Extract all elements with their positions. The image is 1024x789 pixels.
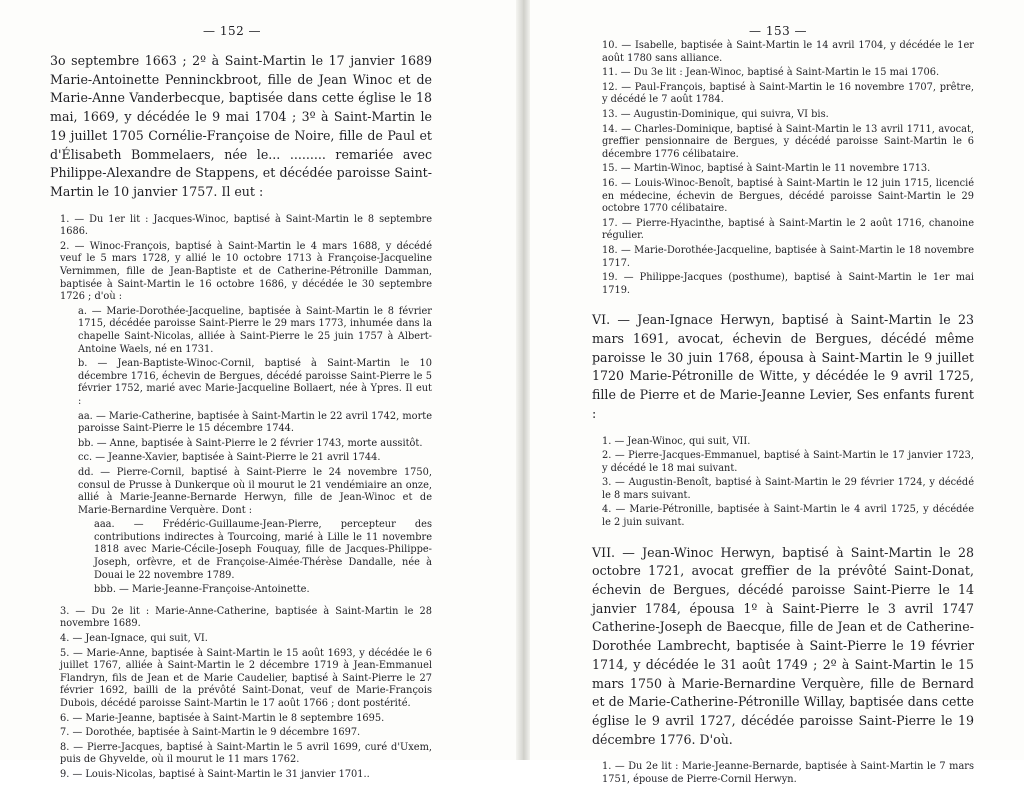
- entry: 1. — Du 1er lit : Jacques-Winoc, baptisé à Saint-Martin le 8 septembre 1686.: [60, 213, 432, 238]
- entry: 1. — Jean-Winoc, qui suit, VII.: [602, 435, 751, 447]
- entry: cc. — Jeanne-Xavier, baptisée à Saint-Pierre le 21 avril 1744.: [78, 452, 381, 464]
- entry: 17. — Pierre-Hyacinthe, baptisé à Saint-Martin le 2 août 1716, chanoine régulier.: [602, 217, 974, 242]
- entry: bbb. — Marie-Jeanne-Françoise-Antoinette.: [94, 584, 310, 596]
- entry: a. — Marie-Dorothée-Jacqueline, baptisée à Saint-Martin le 8 février 1715, décédée paroisse Saint-Pierre le 29 mars 1773, inhumée dans la chapelle Saint-Nicolas, alliée à Saint-Pierre le 25 juin 1757 à Albert-Antoine Waels, né en 1731.: [78, 305, 432, 355]
- entry: 4. — Marie-Pétronille, baptisée à Saint-Martin le 4 avril 1725, y décédée le 2 juin suivant.: [602, 504, 974, 529]
- entry: 14. — Charles-Dominique, baptisé à Saint-Martin le 13 avril 1711, avocat, greffier pensionnaire de Bergues, y décédé paroisse Saint-Martin le 6 décembre 1776 célibataire.: [602, 123, 974, 160]
- entry: 3. — Du 2e lit : Marie-Anne-Catherine, baptisée à Saint-Martin le 28 novembre 1689.: [60, 605, 432, 630]
- section-vi-paragraph: VI. — Jean-Ignace Herwyn, baptisé à Saint-Martin le 23 mars 1691, avocat, échevin de Bergues, décédé même paroisse le 30 juin 1768, épousa à Saint-Martin le 9 juillet 1720 Marie-Pétronille de Witte, y décédée le 9 avril 1725, fille de Pierre et de Marie-Jeanne Levier, Ses enfants furent :: [592, 312, 974, 421]
- entry: b. — Jean-Baptiste-Winoc-Cornil, baptisé à Saint-Martin le 10 décembre 1716, échevin de Bergues, décédé paroisse Saint-Pierre le 5 février 1752, marié avec Marie-Jacqueline Bollaert, née à Ypres. Il eut :: [78, 358, 432, 407]
- page-left: [0, 0, 516, 780]
- entry: 18. — Marie-Dorothée-Jacqueline, baptisée à Saint-Martin le 18 novembre 1717.: [602, 244, 974, 269]
- section-vii-paragraph: VII. — Jean-Winoc Herwyn, baptisé à Saint-Martin le 28 octobre 1721, avocat greffier de la prévôté Saint-Donat, échevin de Bergues, décédé paroisse Saint-Pierre le 14 janvier 1784, épousa 1º à Saint-Pierre le 3 avril 1747 Catherine-Joseph de Baecque, fille de Jean et de Catherine-Dorothée Lambrecht, baptisée à Saint-Pierre le 19 février 1714, y décédée le 31 août 1749 ; 2º à Saint-Martin le 15 mars 1750 à Marie-Bernardine Verquère, fille de Bernard et de Marie-Catherine-Pétronille Willay, baptisée dans cette église le 9 avril 1727, décédée paroisse Saint-Pierre le 19 décembre 1776. D'où.: [592, 544, 974, 747]
- page-number-right: — 153 —: [749, 24, 808, 38]
- page-number-left: — 152 —: [203, 24, 262, 38]
- entry: 10. — Isabelle, baptisée à Saint-Martin le 14 avril 1704, y décédée le 1er août 1780 sans alliance.: [602, 40, 974, 64]
- entry: 13. — Augustin-Dominique, qui suivra, VI bis.: [602, 108, 829, 120]
- entry: 2. — Winoc-François, baptisé à Saint-Martin le 4 mars 1688, y décédé veuf le 5 mars 1728, y allié le 10 octobre 1713 à Françoise-Jacqueline Vernimmen, fille de Jean-Baptiste et de Catherine-Pétronille Damman, baptisée à Saint-Martin le 16 octobre 1686, y décédée le 30 septembre 1726 ; d'où :: [60, 240, 432, 303]
- entry: aa. — Marie-Catherine, baptisée à Saint-Martin le 22 avril 1742, morte paroisse Saint-Pierre le 15 décembre 1744.: [78, 410, 432, 435]
- entry: 12. — Paul-François, baptisé à Saint-Martin le 16 novembre 1707, prêtre, y décédé le 7 août 1784.: [602, 81, 974, 106]
- entry: 1. — Du 2e lit : Marie-Jeanne-Bernarde, baptisée à Saint-Martin le 7 mars 1751, épouse de Pierre-Cornil Herwyn.: [602, 761, 974, 785]
- entry: 6. — Marie-Jeanne, baptisée à Saint-Martin le 8 septembre 1695.: [60, 712, 385, 724]
- entry: 3. — Augustin-Benoît, baptisé à Saint-Martin le 29 février 1724, y décédé le 8 mars suivant.: [602, 477, 974, 501]
- entry: 11. — Du 3e lit : Jean-Winoc, baptisé à Saint-Martin le 15 mai 1706.: [602, 67, 940, 79]
- left-text-column: [50, 52, 432, 784]
- entry: 15. — Martin-Winoc, baptisé à Saint-Martin le 11 novembre 1713.: [602, 163, 931, 175]
- entry: 4. — Jean-Ignace, qui suit, VI.: [60, 633, 208, 645]
- intro-paragraph: 3o septembre 1663 ; 2º à Saint-Martin le 17 janvier 1689 Marie-Antoinette Penninckbroot, fille de Jean Winoc et de Marie-Anne Vanderbecque, baptisée dans cette église le 18 mai, 1669, y décédée le 9 mai 1704 ; 3º à Saint-Martin le 19 juillet 1705 Cornélie-Françoise de Noire, fille de Paul et d'Élisabeth Bommelaers, née le... ......... remariée avec Philippe-Alexandre de Stappens, et décédée paroisse Saint-Martin le 10 janvier 1757. Il eut :: [50, 53, 432, 199]
- right-text-column: [592, 40, 974, 789]
- page-right: [530, 0, 1024, 785]
- entry: 16. — Louis-Winoc-Benoît, baptisé à Saint-Martin le 12 juin 1715, licencié en médecine, échevin de Bergues, décédé paroisse Saint-Martin le 29 octobre 1770 célibataire.: [602, 177, 974, 215]
- entry: 8. — Pierre-Jacques, baptisé à Saint-Martin le 5 avril 1699, curé d'Uxem, puis de Ghyvelde, où il mourut le 11 mars 1762.: [60, 741, 432, 766]
- entry: 7. — Dorothée, baptisée à Saint-Martin le 9 décembre 1697.: [60, 727, 361, 739]
- entry: bb. — Anne, baptisée à Saint-Pierre le 2 février 1743, morte aussitôt.: [78, 437, 423, 449]
- book-gutter: [516, 0, 530, 760]
- entry: dd. — Pierre-Cornil, baptisé à Saint-Pierre le 24 novembre 1750, consul de Prusse à Dunkerque où il mourut le 21 vendémiaire an onze, allié à Marie-Jeanne-Bernarde Herwyn, fille de Jean-Winoc et de Marie-Bernardine Verquère. Dont :: [78, 466, 432, 516]
- entry: 9. — Louis-Nicolas, baptisé à Saint-Martin le 31 janvier 1701..: [60, 768, 370, 780]
- entry: aaa. — Frédéric-Guillaume-Jean-Pierre, percepteur des contributions indirectes à Tourcoing, marié à Lille le 11 novembre 1818 avec Marie-Cécile-Joseph Fouquay, fille de Jacques-Philippe-Joseph, orfèvre, et de Françoise-Aimée-Thérèse Dandalle, née à Douai le 22 novembre 1789.: [94, 519, 432, 581]
- entry: 5. — Marie-Anne, baptisée à Saint-Martin le 15 août 1693, y décédée le 6 juillet 1767, alliée à Saint-Martin le 2 décembre 1719 à Jean-Emmanuel Flandryn, fils de Jean et de Marie Caudelier, baptisé à Saint-Pierre le 27 février 1692, bailli de la prévôté Saint-Donat, veuf de Marie-François Dubois, décédé paroisse Saint-Martin le 17 août 1766 ; dont postérité.: [60, 647, 432, 709]
- entry: 19. — Philippe-Jacques (posthume), baptisé à Saint-Martin le 1er mai 1719.: [602, 272, 974, 296]
- entry: 2. — Pierre-Jacques-Emmanuel, baptisé à Saint-Martin le 17 janvier 1723, y décédé le 18 mai suivant.: [602, 450, 974, 474]
